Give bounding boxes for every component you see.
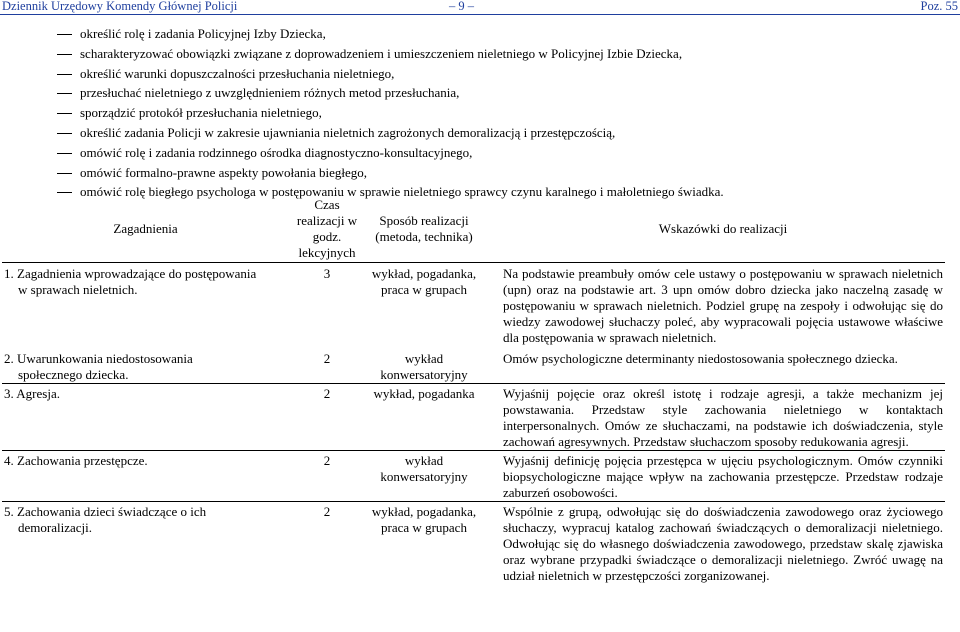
topic-text: 5. Zachowania dzieci świadczące o ich <box>4 504 207 519</box>
header-rule <box>0 14 960 15</box>
objective-item: sporządzić protokół przesłuchania nieletniego, <box>66 103 724 123</box>
objective-item: przesłuchać nieletniego z uwzględnieniem różnych metod przesłuchania, <box>66 83 724 103</box>
notes-cell: Wyjaśnij pojęcie oraz określ istotę i rodzaje agresji, a także mechanizm jej powstawania. Przedstaw style zachowania nieletniego w kontaktach interpersonalnych. Omów ze słuchaczami, na podstawie ich doświadczenia, style zachowań agresywnych. Przedstaw słuchaczom sposoby redukowania agresji. <box>483 384 945 451</box>
method-cell: wykład, pogadanka, praca w grupach <box>371 504 477 535</box>
objective-item: określić warunki dopuszczalności przesłuchania nieletniego, <box>66 64 724 84</box>
header-method: Sposób realizacji (metoda, technika) <box>365 196 483 263</box>
table-row <box>2 502 945 585</box>
topic-text-cont: w sprawach nieletnich. <box>18 282 138 297</box>
header-notes: Wskazówki do realizacji <box>483 196 945 263</box>
objective-item: omówić rolę i zadania rodzinnego ośrodka diagnostyczno-konsultacyjnego, <box>66 143 724 163</box>
method-cell: wykład konwersatoryjny <box>365 451 483 502</box>
topic-text: 4. Zachowania przestępcze. <box>4 453 148 468</box>
notes-cell: Omów psychologiczne determinanty niedostosowania społecznego dziecka. <box>483 346 945 384</box>
header-topics: Zagadnienia <box>2 196 289 263</box>
header-hours: Czas realizacji w godz. lekcyjnych <box>289 196 365 263</box>
topic-text-cont: demoralizacji. <box>18 520 92 535</box>
method-cell: wykład, pogadanka, praca w grupach <box>371 266 477 297</box>
notes-cell: Wyjaśnij definicję pojęcia przestępca w ujęciu psychologicznym. Omów czynniki biopsychologiczne mające wpływ na zachowania przestępcze. Przedstaw rodzaje zaburzeń osobowości. <box>483 451 945 502</box>
hours-cell: 2 <box>323 504 331 519</box>
topic-cell <box>2 451 289 502</box>
notes-cell: Na podstawie preambuły omów cele ustawy o postępowaniu w sprawach nieletnich (upn) oraz na podstawie art. 3 upn omów dobro dziecka jako naczelną zasadę w postępowaniu w sprawach nieletnich. Podziel grupę na zespoły i odwołując się do wiedzy zawodowej słuchaczy poleć, aby wypracowali pojęcia ustawowe właściwe dla postępowania w sprawach nieletnich. <box>503 266 943 345</box>
header-journal-title: Dziennik Urzędowy Komendy Głównej Policji <box>2 0 238 13</box>
method-cell: wykład, pogadanka <box>365 384 483 451</box>
header-position: Poz. 55 <box>920 0 958 13</box>
objective-item: określić rolę i zadania Policyjnej Izby Dziecka, <box>66 24 724 44</box>
table-row <box>2 384 945 451</box>
topic-cell <box>2 263 289 347</box>
objective-item: omówić rolę biegłego psychologa w postępowaniu w sprawie nieletniego sprawcy czynu karalnego i małoletniego świadka. <box>66 182 724 202</box>
topic-text: 3. Agresja. <box>4 386 60 401</box>
table-row <box>2 263 945 347</box>
hours-cell: 2 <box>289 384 365 451</box>
table-header-row <box>2 196 945 263</box>
hours-cell: 2 <box>289 451 365 502</box>
page-header <box>0 0 960 14</box>
notes-cell: Wspólnie z grupą, odwołując się do doświadczenia zawodowego oraz życiowego słuchaczy, wypracuj katalog zachowań świadczących o demoralizacji nieletniego. Odwołując się do własnego doświadczenia zawodowego, przedstaw skalę zjawiska oraz wybrane przypadki świadczące o demoralizacji nieletniego. Zwróć uwagę na udział nieletnich w przestępczości zorganizowanej. <box>503 504 943 583</box>
topic-cell <box>2 502 289 585</box>
hours-cell: 3 <box>323 266 331 281</box>
table-row <box>2 451 945 502</box>
curriculum-table <box>2 196 945 584</box>
topic-text: 2. Uwarunkowania niedostosowania <box>4 351 193 366</box>
topic-text-cont: społecznego dziecka. <box>18 367 129 382</box>
table-row <box>2 346 945 384</box>
objectives-list <box>66 24 724 202</box>
header-page-number: – 9 – <box>449 0 474 13</box>
objective-item: określić zadania Policji w zakresie ujawniania nieletnich zagrożonych demoralizacją i przestępczością, <box>66 123 724 143</box>
topic-cell <box>2 384 289 451</box>
hours-cell: 2 <box>289 346 365 384</box>
method-cell: wykład konwersatoryjny <box>365 346 483 384</box>
objective-item: omówić formalno-prawne aspekty powołania biegłego, <box>66 163 724 183</box>
objective-item: scharakteryzować obowiązki związane z doprowadzeniem i umieszczeniem nieletniego w Policyjnej Izbie Dziecka, <box>66 44 724 64</box>
topic-cell <box>2 346 289 384</box>
topic-text: 1. Zagadnienia wprowadzające do postępowania <box>4 266 257 281</box>
